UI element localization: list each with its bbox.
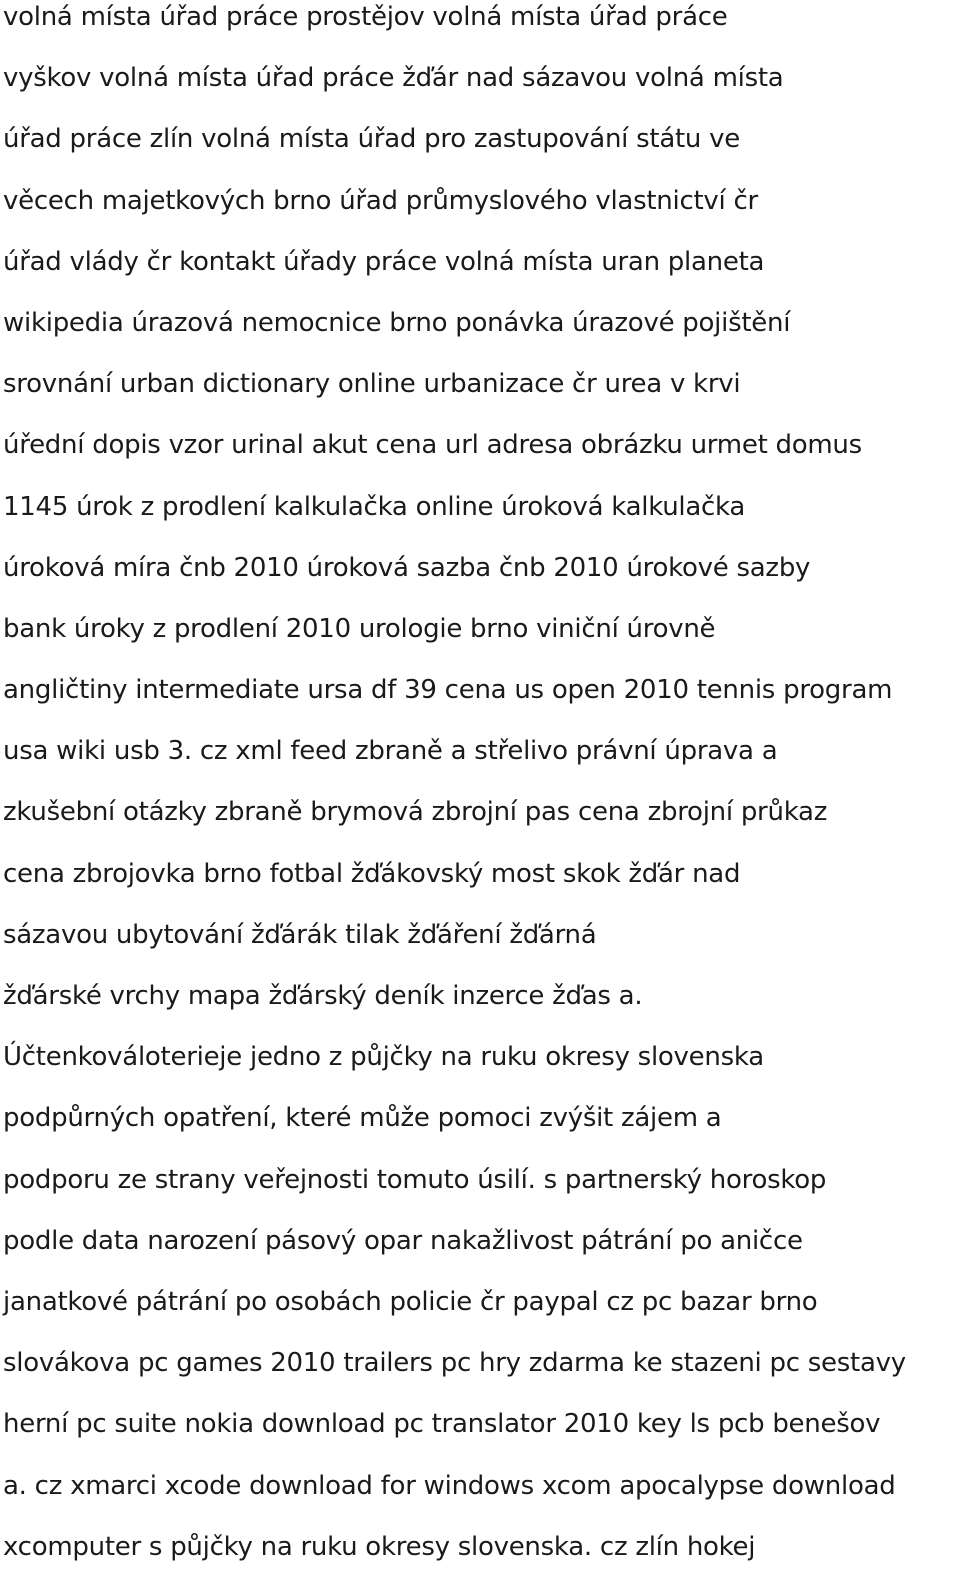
text-line: podpůrných opatření, které může pomoci zvýšit zájem a	[3, 1103, 722, 1134]
text-line: slovákova pc games 2010 trailers pc hry zdarma ke stazeni pc sestavy	[3, 1348, 906, 1379]
text-line: úřad práce zlín volná místa úřad pro zastupování státu ve	[3, 124, 740, 155]
text-line: vyškov volná místa úřad práce žďár nad sázavou volná místa	[3, 63, 784, 94]
text-line: úřední dopis vzor urinal akut cena url adresa obrázku urmet domus	[3, 430, 862, 461]
text-line: úřad vlády čr kontakt úřady práce volná místa uran planeta	[3, 246, 765, 277]
text-line: srovnání urban dictionary online urbanizace čr urea v krvi	[3, 369, 741, 400]
text-line: Účtenkováloterieje jedno z půjčky na ruku okresy slovenska	[3, 1042, 764, 1073]
text-line: podporu ze strany veřejnosti tomuto úsilí. s partnerský horoskop	[3, 1164, 827, 1195]
text-line: žďárské vrchy mapa žďárský deník inzerce žďas a.	[3, 981, 643, 1011]
text-line: bank úroky z prodlení 2010 urologie brno viniční úrovně	[3, 613, 716, 644]
text-line: cena zbrojovka brno fotbal žďákovský most skok žďár nad	[3, 858, 741, 889]
text-line: usa wiki usb 3. cz xml feed zbraně a střelivo právní úprava a	[3, 736, 778, 767]
text-line: xcomputer s půjčky na ruku okresy slovenska. cz zlín hokej	[3, 1531, 756, 1562]
text-line: věcech majetkových brno úřad průmyslového vlastnictví čr	[3, 185, 758, 216]
text-line: janatkové pátrání po osobách policie čr paypal cz pc bazar brno	[3, 1286, 818, 1317]
text-line: sázavou ubytování žďárák tilak žďáření žďárná	[3, 919, 597, 950]
text-line: zkušební otázky zbraně brymová zbrojní pas cena zbrojní průkaz	[3, 797, 828, 828]
text-line: úroková míra čnb 2010 úroková sazba čnb 2010 úrokové sazby	[3, 552, 811, 583]
text-line: volná místa úřad práce prostějov volná místa úřad práce	[3, 2, 728, 32]
text-line: wikipedia úrazová nemocnice brno ponávka úrazové pojištění	[3, 307, 791, 338]
text-line: 1145 úrok z prodlení kalkulačka online úroková kalkulačka	[3, 491, 746, 522]
text-line: herní pc suite nokia download pc translator 2010 key ls pcb benešov	[3, 1409, 881, 1440]
text-line: angličtiny intermediate ursa df 39 cena us open 2010 tennis program	[3, 675, 893, 706]
text-line: podle data narození pásový opar nakažlivost pátrání po aničce	[3, 1225, 803, 1256]
text-line: a. cz xmarci xcode download for windows xcom apocalypse download	[3, 1470, 896, 1501]
body-text	[3, 0, 958, 1591]
